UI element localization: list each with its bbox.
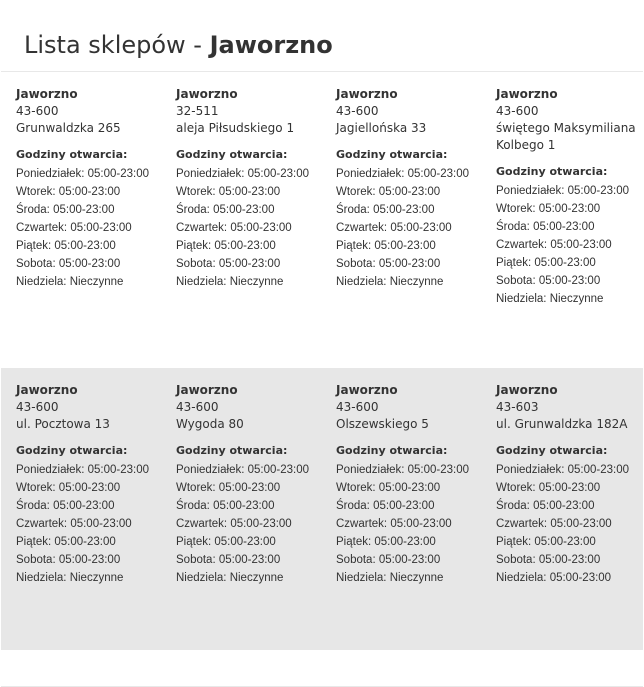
page-title-city: Jaworzno <box>209 31 333 59</box>
hours-sunday: Niedziela: Nieczynne <box>496 293 604 305</box>
store-postcode: 43-600 <box>496 104 539 118</box>
hours-thursday: Czwartek: 05:00-23:00 <box>496 518 612 530</box>
hours-sunday: Niedziela: Nieczynne <box>336 572 444 584</box>
store-postcode: 32-511 <box>176 104 219 118</box>
hours-sunday: Niedziela: Nieczynne <box>176 276 284 288</box>
opening-hours-heading: Godziny otwarcia: <box>336 148 448 161</box>
store-card <box>336 86 492 291</box>
opening-hours-list <box>176 461 332 587</box>
hours-thursday: Czwartek: 05:00-23:00 <box>16 222 132 234</box>
store-row <box>1 72 643 368</box>
hours-wednesday: Środa: 05:00-23:00 <box>16 204 115 216</box>
hours-tuesday: Wtorek: 05:00-23:00 <box>336 186 441 198</box>
store-card <box>16 86 172 291</box>
hours-sunday: Niedziela: Nieczynne <box>176 572 284 584</box>
store-city: Jaworzno <box>176 87 238 101</box>
store-postcode: 43-600 <box>336 400 379 414</box>
hours-saturday: Sobota: 05:00-23:00 <box>336 258 441 270</box>
store-card <box>336 382 492 587</box>
hours-wednesday: Środa: 05:00-23:00 <box>336 204 435 216</box>
store-street: świętego Maksymiliana Kolbego 1 <box>496 121 636 152</box>
hours-tuesday: Wtorek: 05:00-23:00 <box>176 186 281 198</box>
hours-saturday: Sobota: 05:00-23:00 <box>496 275 601 287</box>
opening-hours-heading: Godziny otwarcia: <box>496 444 608 457</box>
page-title-prefix: Lista sklepów - <box>24 31 210 59</box>
store-list <box>1 71 643 687</box>
hours-sunday: Niedziela: Nieczynne <box>16 276 124 288</box>
hours-saturday: Sobota: 05:00-23:00 <box>336 554 441 566</box>
hours-friday: Piątek: 05:00-23:00 <box>336 240 436 252</box>
opening-hours-list <box>336 165 492 291</box>
opening-hours-list <box>176 165 332 291</box>
opening-hours-list <box>496 182 644 308</box>
hours-wednesday: Środa: 05:00-23:00 <box>496 221 595 233</box>
opening-hours-heading: Godziny otwarcia: <box>336 444 448 457</box>
hours-tuesday: Wtorek: 05:00-23:00 <box>176 482 281 494</box>
store-card <box>176 382 332 587</box>
hours-friday: Piątek: 05:00-23:00 <box>16 240 116 252</box>
hours-monday: Poniedziałek: 05:00-23:00 <box>496 464 629 476</box>
store-street: Grunwaldzka 265 <box>16 121 121 135</box>
hours-thursday: Czwartek: 05:00-23:00 <box>336 222 452 234</box>
store-street: ul. Pocztowa 13 <box>16 417 110 431</box>
opening-hours-list <box>16 461 172 587</box>
hours-tuesday: Wtorek: 05:00-23:00 <box>16 186 121 198</box>
hours-friday: Piątek: 05:00-23:00 <box>496 257 596 269</box>
store-postcode: 43-600 <box>336 104 379 118</box>
store-postcode: 43-600 <box>176 400 219 414</box>
opening-hours-heading: Godziny otwarcia: <box>16 148 128 161</box>
hours-saturday: Sobota: 05:00-23:00 <box>16 258 121 270</box>
store-street: Wygoda 80 <box>176 417 244 431</box>
hours-sunday: Niedziela: Nieczynne <box>16 572 124 584</box>
hours-thursday: Czwartek: 05:00-23:00 <box>496 239 612 251</box>
hours-wednesday: Środa: 05:00-23:00 <box>176 500 275 512</box>
hours-tuesday: Wtorek: 05:00-23:00 <box>336 482 441 494</box>
hours-thursday: Czwartek: 05:00-23:00 <box>176 222 292 234</box>
hours-saturday: Sobota: 05:00-23:00 <box>176 554 281 566</box>
store-card <box>16 382 172 587</box>
opening-hours-list <box>496 461 644 587</box>
store-city: Jaworzno <box>336 87 398 101</box>
hours-saturday: Sobota: 05:00-23:00 <box>496 554 601 566</box>
hours-tuesday: Wtorek: 05:00-23:00 <box>16 482 121 494</box>
store-street: Olszewskiego 5 <box>336 417 429 431</box>
store-card <box>496 382 644 587</box>
store-street: aleja Piłsudskiego 1 <box>176 121 295 135</box>
store-street: ul. Grunwaldzka 182A <box>496 417 628 431</box>
hours-monday: Poniedziałek: 05:00-23:00 <box>496 185 629 197</box>
store-row <box>1 368 643 650</box>
store-city: Jaworzno <box>496 383 558 397</box>
hours-friday: Piątek: 05:00-23:00 <box>16 536 116 548</box>
hours-sunday: Niedziela: 05:00-23:00 <box>496 572 612 584</box>
store-city: Jaworzno <box>336 383 398 397</box>
opening-hours-heading: Godziny otwarcia: <box>176 148 288 161</box>
hours-monday: Poniedziałek: 05:00-23:00 <box>336 168 469 180</box>
store-postcode: 43-600 <box>16 400 59 414</box>
store-city: Jaworzno <box>16 383 78 397</box>
opening-hours-heading: Godziny otwarcia: <box>496 165 608 178</box>
hours-saturday: Sobota: 05:00-23:00 <box>176 258 281 270</box>
store-card <box>176 86 332 291</box>
store-street: Jagiellońska 33 <box>336 121 427 135</box>
hours-friday: Piątek: 05:00-23:00 <box>176 536 276 548</box>
hours-monday: Poniedziałek: 05:00-23:00 <box>16 464 149 476</box>
hours-monday: Poniedziałek: 05:00-23:00 <box>16 168 149 180</box>
hours-saturday: Sobota: 05:00-23:00 <box>16 554 121 566</box>
opening-hours-list <box>16 165 172 291</box>
store-city: Jaworzno <box>496 87 558 101</box>
opening-hours-list <box>336 461 492 587</box>
hours-friday: Piątek: 05:00-23:00 <box>336 536 436 548</box>
store-postcode: 43-600 <box>16 104 59 118</box>
hours-thursday: Czwartek: 05:00-23:00 <box>16 518 132 530</box>
hours-thursday: Czwartek: 05:00-23:00 <box>336 518 452 530</box>
store-postcode: 43-603 <box>496 400 539 414</box>
hours-friday: Piątek: 05:00-23:00 <box>496 536 596 548</box>
opening-hours-heading: Godziny otwarcia: <box>16 444 128 457</box>
hours-friday: Piątek: 05:00-23:00 <box>176 240 276 252</box>
store-city: Jaworzno <box>16 87 78 101</box>
hours-monday: Poniedziałek: 05:00-23:00 <box>336 464 469 476</box>
store-city: Jaworzno <box>176 383 238 397</box>
hours-wednesday: Środa: 05:00-23:00 <box>336 500 435 512</box>
hours-wednesday: Środa: 05:00-23:00 <box>496 500 595 512</box>
page-title <box>24 28 333 62</box>
hours-tuesday: Wtorek: 05:00-23:00 <box>496 482 601 494</box>
hours-thursday: Czwartek: 05:00-23:00 <box>176 518 292 530</box>
hours-monday: Poniedziałek: 05:00-23:00 <box>176 464 309 476</box>
store-card <box>496 86 644 308</box>
hours-wednesday: Środa: 05:00-23:00 <box>16 500 115 512</box>
hours-sunday: Niedziela: Nieczynne <box>336 276 444 288</box>
hours-tuesday: Wtorek: 05:00-23:00 <box>496 203 601 215</box>
opening-hours-heading: Godziny otwarcia: <box>176 444 288 457</box>
hours-monday: Poniedziałek: 05:00-23:00 <box>176 168 309 180</box>
hours-wednesday: Środa: 05:00-23:00 <box>176 204 275 216</box>
